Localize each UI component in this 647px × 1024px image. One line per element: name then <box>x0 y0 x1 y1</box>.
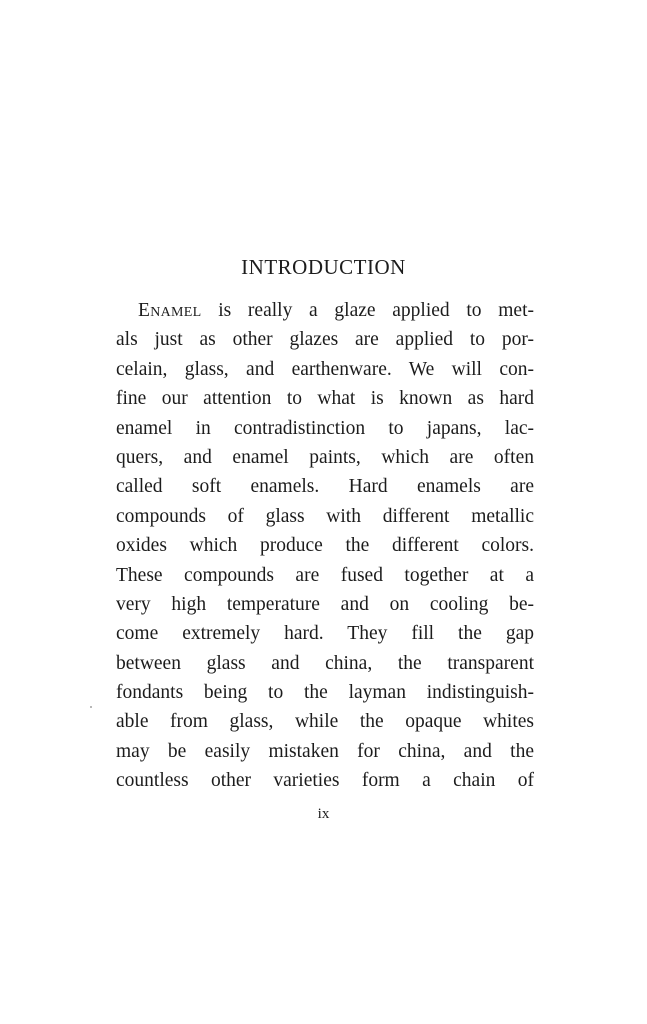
lead-word: Enamel <box>138 300 202 321</box>
text-line: called soft enamels. Hard enamels are <box>116 476 534 498</box>
text-line: between glass and china, the transparent <box>116 652 534 674</box>
text-line: very high temperature and on cooling be- <box>116 593 534 615</box>
text-line: countless other varieties form a chain of <box>116 770 534 792</box>
text-line: These compounds are fused together at a <box>116 564 534 586</box>
line-text: is really a glaze applied to met- <box>201 300 534 321</box>
text-line: fondants being to the layman indistinguish- <box>116 682 534 704</box>
text-line: quers, and enamel paints, which are often <box>116 446 534 468</box>
text-line: may be easily mistaken for china, and the <box>116 740 534 762</box>
text-line: als just as other glazes are applied to por- <box>116 329 534 351</box>
page-number: ix <box>317 806 330 822</box>
text-line: enamel in contradistinction to japans, lac- <box>116 417 534 439</box>
text-line <box>116 296 534 325</box>
body-paragraph <box>116 296 534 796</box>
text-line: oxides which produce the different colors. <box>116 535 534 557</box>
text-line: come extremely hard. They fill the gap <box>116 623 534 645</box>
text-line: fine our attention to what is known as hard <box>116 388 534 410</box>
text-line: celain, glass, and earthenware. We will con- <box>116 358 534 380</box>
scan-speck <box>90 706 92 708</box>
text-line: able from glass, while the opaque whites <box>116 711 534 733</box>
chapter-heading: INTRODUCTION <box>241 255 406 279</box>
text-line: compounds of glass with different metallic <box>116 505 534 527</box>
